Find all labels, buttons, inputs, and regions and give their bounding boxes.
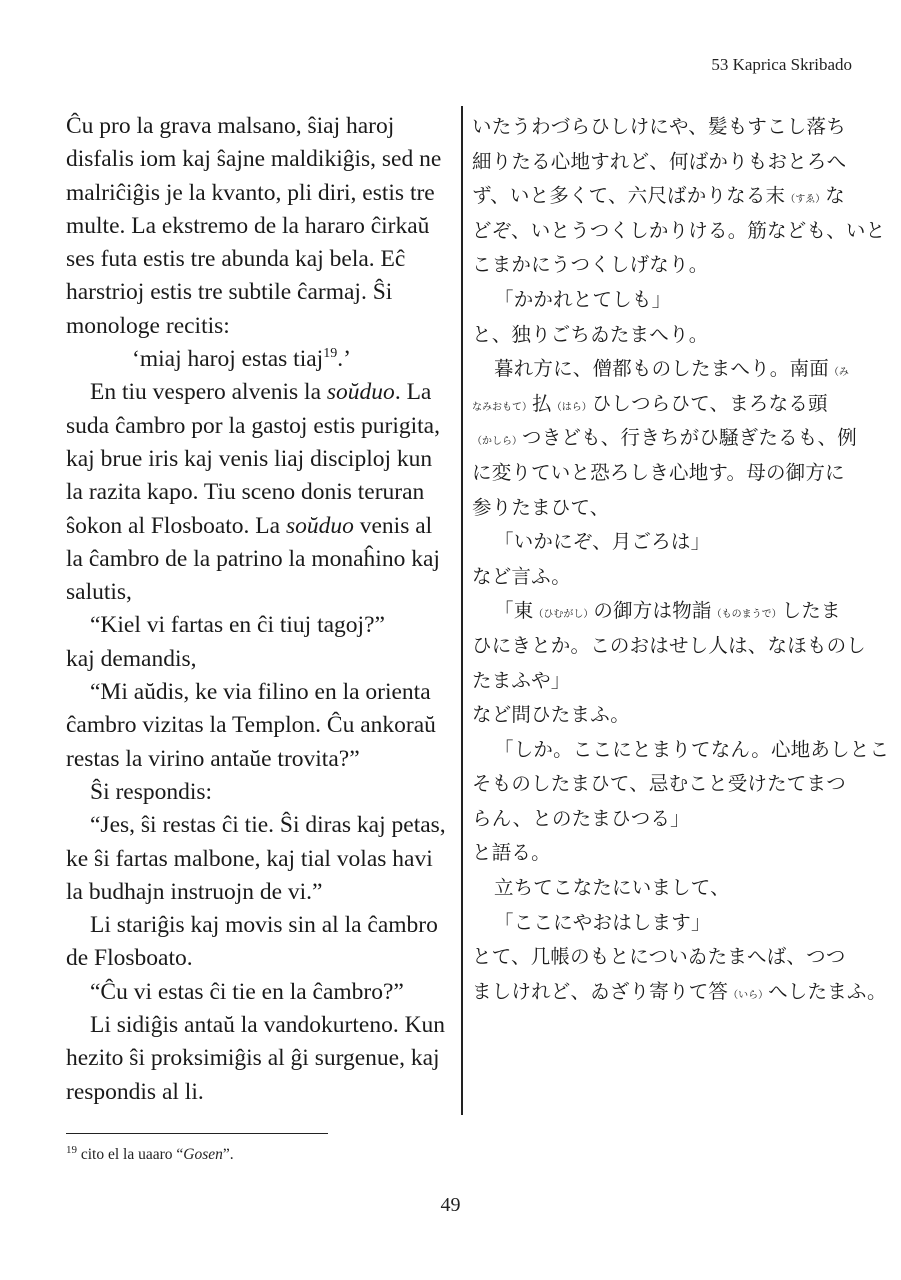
dialogue-line: 「ここにやおはします」 xyxy=(494,910,711,934)
footnote-ref: 19 xyxy=(323,346,338,362)
reading-annotation: なみおもて） xyxy=(472,401,532,413)
text-line: harstrioj estis tre subtile ĉarmaj. Ŝi xyxy=(66,279,393,306)
dialogue-line: “Kiel vi fartas en ĉi tiuj tagoj?” xyxy=(90,612,385,639)
page-number: 49 xyxy=(440,1194,461,1216)
text-line: ŝokon al Flosboato. La soŭduo venis al xyxy=(66,512,433,539)
paragraph-start: Li stariĝis kaj movis sin al la ĉambro xyxy=(90,912,438,939)
dialogue-line: 「東（ひむがし）の御方は物詣（ものまうで）したま xyxy=(494,599,841,623)
text-line: ず、いと多くて、六尺ばかりなる末（すゑ）な xyxy=(472,184,845,208)
text-line: たまふや」 xyxy=(472,668,571,692)
column-divider xyxy=(461,106,463,1115)
text-line: kaj demandis, xyxy=(66,645,197,672)
reading-annotation: （み xyxy=(828,367,849,379)
reading-annotation: （ひむがし） xyxy=(533,609,594,621)
paragraph-start: Ŝi respondis: xyxy=(90,778,213,805)
text-line: （かしら）つきども、行きちがひ騒ぎたるも、例 xyxy=(472,426,857,450)
reading-annotation: （いら） xyxy=(728,989,769,1001)
text-line: de Flosboato. xyxy=(66,945,193,972)
text-line: ひにきとか。このおはせし人は、なほものし xyxy=(472,633,867,657)
text-line: と、独りごちゐたまへり。 xyxy=(472,322,709,346)
text-line: ĉambro vizitas la Templon. Ĉu ankoraŭ xyxy=(66,712,436,739)
text-line: どぞ、いとうつくしかりける。筋なども、いと xyxy=(472,218,886,242)
dialogue-line: “Mi aŭdis, ke via filino en la orienta xyxy=(90,679,431,706)
paragraph-start: 立ちてこなたにいまして、 xyxy=(494,876,730,900)
japanese-column xyxy=(472,110,890,1009)
esperanto-column xyxy=(66,110,454,1109)
text-line: など言ふ。 xyxy=(472,564,571,588)
footnote-rule xyxy=(66,1133,328,1134)
text-line: に変りていと恐ろしき心地す。母の御方に xyxy=(472,460,845,484)
text-line: 細りたる心地すれど、何ばかりもおとろへ xyxy=(472,149,847,173)
reading-annotation: （はら） xyxy=(551,401,592,413)
text-line: そものしたまひて、忌むこと受けたてまつ xyxy=(472,772,846,796)
paragraph-start: Li sidiĝis antaŭ la vandokurteno. Kun xyxy=(90,1012,446,1039)
quoted-line: ‘miaj haroj estas tiaj$^{19}$.’ xyxy=(132,346,351,373)
text-line: la budhajn instruojn de vi.” xyxy=(66,878,323,905)
text-line: と語る。 xyxy=(472,841,551,865)
dialogue-line: “Ĉu vi estas ĉi tie en la ĉambro?” xyxy=(90,978,404,1005)
reading-annotation: （かしら） xyxy=(472,436,522,448)
text-line: malriĉiĝis je la kvanto, pli diri, estis tre xyxy=(66,179,435,206)
footnote: $^{19}$ cito el la uaaro “Gosen”. xyxy=(66,1144,234,1163)
text-line: la ĉambro de la patrino la monaĥino kaj xyxy=(66,545,440,572)
text-line: disfalis iom kaj ŝajne maldikiĝis, sed ne xyxy=(66,146,442,173)
reading-annotation: （すゑ） xyxy=(785,194,826,206)
text-line: respondis al li. xyxy=(66,1078,204,1105)
text-line: la razita kapo. Tiu sceno donis teruran xyxy=(66,479,425,506)
text-line: ke ŝi fartas malbone, kaj tial volas havi xyxy=(66,845,433,872)
text-line: なみおもて）払（はら）ひしつらひて、まろなる頭 xyxy=(472,391,828,415)
dialogue-line: “Jes, ŝi restas ĉi tie. Ŝi diras kaj petas, xyxy=(90,812,446,839)
text-line: suda ĉambro por la gastoj estis purigita, xyxy=(66,412,440,439)
text-line: ses futa estis tre abunda kaj bela. Eĉ xyxy=(66,246,406,273)
text-line: こまかにうつくしげなり。 xyxy=(472,253,709,277)
running-header: 53 Kaprica Skribado xyxy=(711,55,852,74)
text-line: kaj brue iris kaj venis liaj disciploj kun xyxy=(66,445,433,472)
text-line: 参りたまひて、 xyxy=(472,495,610,519)
paragraph-start: En tiu vespero alvenis la soŭduo. La xyxy=(90,379,432,406)
text-line: hezito ŝi proksimiĝis al ĝi surgenue, kaj xyxy=(66,1045,440,1072)
text-line: らん、とのたまひつる」 xyxy=(472,806,690,830)
text-line: ましけれど、ゐざり寄りて答（いら）へしたまふ。 xyxy=(472,979,887,1003)
dialogue-line: 「かかれとてしも」 xyxy=(494,287,672,311)
text-line: いたうわづらひしけにや、髪もすこし落ち xyxy=(472,115,846,138)
text-line: monologe recitis: xyxy=(66,312,230,339)
footnote-emphasis: Gosen xyxy=(183,1146,223,1163)
dialogue-line: 「いかにぞ、月ごろは」 xyxy=(494,530,711,554)
text-line: multe. La ekstremo de la hararo ĉirkaŭ xyxy=(66,212,430,239)
text-line: restas la virino antaŭe trovita?” xyxy=(66,745,360,772)
reading-annotation: （ものまうで） xyxy=(711,609,782,621)
paragraph-start: 暮れ方に、僧都ものしたまへり。南面（み xyxy=(494,357,849,381)
text-line: など問ひたまふ。 xyxy=(472,703,630,727)
footnote-number: 19 xyxy=(66,1144,77,1156)
dialogue-line: 「しか。ここにとまりてなん。心地あしとこ xyxy=(494,737,890,761)
text-line: とて、几帳のもとについゐたまへば、つつ xyxy=(472,945,846,969)
text-line: salutis, xyxy=(66,579,132,606)
text-line: Ĉu pro la grava malsano, ŝiaj haroj xyxy=(66,113,395,139)
